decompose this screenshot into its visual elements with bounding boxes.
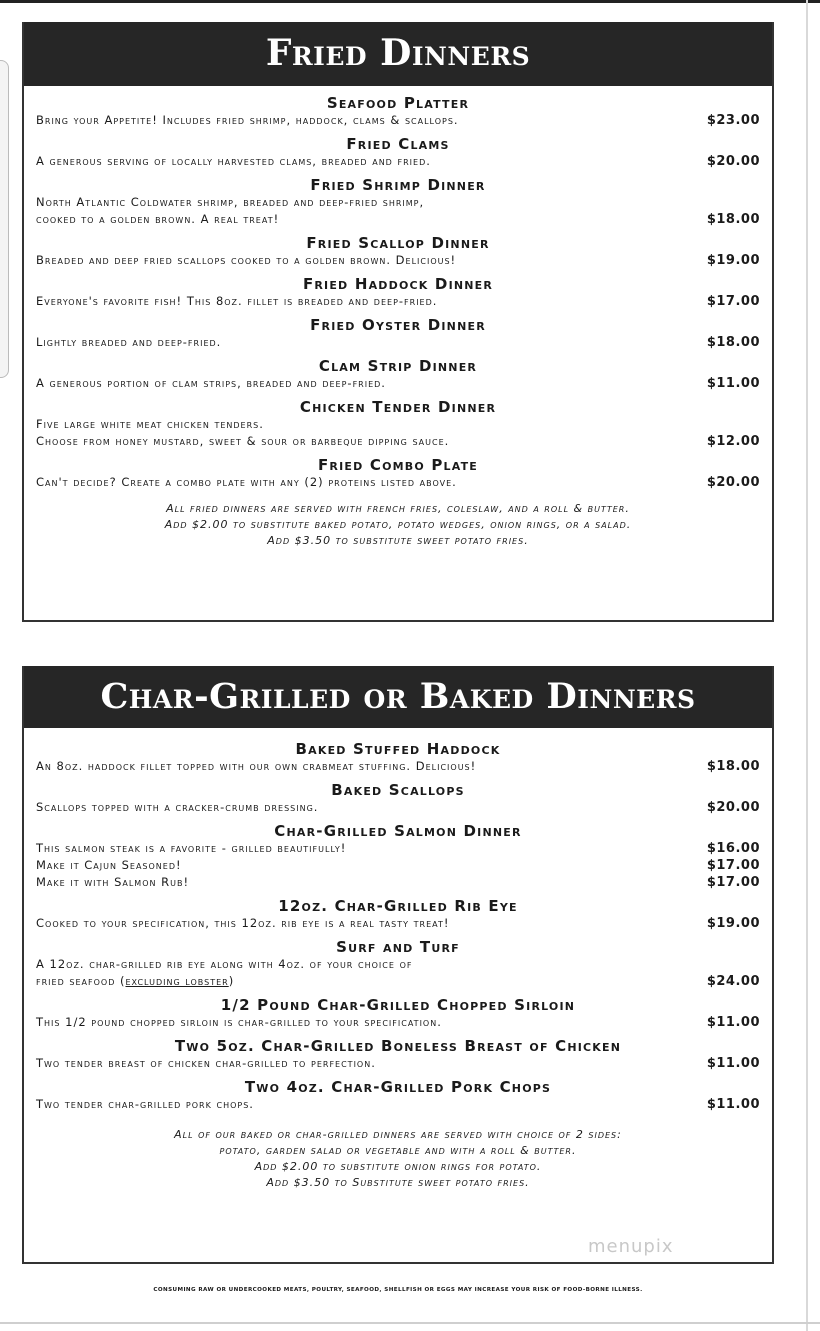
- item-name: Chicken Tender Dinner: [299, 398, 497, 416]
- item-name: Surf and Turf: [336, 938, 460, 956]
- menu-item: [36, 1037, 760, 1072]
- item-price: $20.00: [706, 154, 760, 169]
- menu-item: [36, 357, 760, 392]
- item-description: Two tender char-grilled pork chops.: [36, 1097, 254, 1111]
- menu-item: [36, 135, 760, 170]
- side-tab: [0, 60, 9, 378]
- fried-dinners-section: [22, 22, 774, 622]
- page-edge: [806, 0, 808, 1331]
- item-description: Can't decide? Create a combo plate with any (2) proteins listed above.: [36, 475, 457, 489]
- desc-line: This salmon steak is a favorite - grilled beautifully!: [36, 841, 347, 855]
- desc-line: Make it Cajun Seasoned!: [36, 858, 182, 872]
- menu-item: [36, 398, 760, 450]
- item-name: Clam Strip Dinner: [318, 357, 478, 375]
- item-description: [36, 956, 412, 990]
- item-name: Seafood Platter: [326, 94, 470, 112]
- note-line: potato, garden salad or vegetable and with a roll & butter.: [219, 1144, 577, 1157]
- item-price: $18.00: [706, 335, 760, 350]
- desc-text: fried seafood (: [36, 974, 126, 988]
- item-price: $17.00: [706, 858, 760, 873]
- item-name: Baked Stuffed Haddock: [295, 740, 501, 758]
- item-description: A generous portion of clam strips, breaded and deep-fried.: [36, 376, 386, 390]
- item-price: $11.00: [706, 376, 760, 391]
- desc-line: Choose from honey mustard, sweet & sour or barbeque dipping sauce.: [36, 434, 450, 448]
- desc-line: Five large white meat chicken tenders.: [36, 417, 264, 431]
- menu-item: [36, 94, 760, 129]
- menu-item: [36, 938, 760, 990]
- disclaimer: CONSUMING RAW OR UNDERCOOKED MEATS, POULTRY, SEAFOOD, SHELLFISH OR EGGS MAY INCREASE YOUR RISK OF FOOD-BORNE ILLNESS.: [153, 1287, 643, 1293]
- item-name: Fried Scallop Dinner: [306, 234, 490, 252]
- menu-item: [36, 176, 760, 228]
- menu-item: [36, 740, 760, 775]
- item-name: 12oz. Char-Grilled Rib Eye: [278, 897, 518, 915]
- item-description: [36, 416, 449, 450]
- item-name: Two 5oz. Char-Grilled Boneless Breast of Chicken: [174, 1037, 622, 1055]
- bottom-border: [0, 1322, 820, 1324]
- item-description: A generous serving of locally harvested clams, breaded and fried.: [36, 154, 431, 168]
- item-name: Fried Clams: [346, 135, 450, 153]
- note-line: Add $2.00 to substitute onion rings for potato.: [254, 1160, 542, 1173]
- menu-item: [36, 275, 760, 310]
- item-price: $19.00: [706, 253, 760, 268]
- item-prices: [707, 840, 760, 891]
- desc-line: Make it with Salmon Rub!: [36, 875, 190, 889]
- section-title: Fried Dinners: [24, 22, 772, 86]
- item-price: $11.00: [706, 1097, 760, 1112]
- note-line: Add $2.00 to substitute baked potato, potato wedges, onion rings, or a salad.: [164, 518, 632, 531]
- item-name: Char-Grilled Salmon Dinner: [274, 822, 522, 840]
- item-name: Two 4oz. Char-Grilled Pork Chops: [244, 1078, 552, 1096]
- menu-item: [36, 822, 760, 891]
- item-description: [36, 840, 346, 891]
- item-price: $20.00: [706, 800, 760, 815]
- section-note: [36, 501, 760, 549]
- menu-item: [36, 234, 760, 269]
- menu-item: [36, 897, 760, 932]
- item-price: $18.00: [706, 759, 760, 774]
- item-price: $17.00: [706, 875, 760, 890]
- item-description: Lightly breaded and deep-fried.: [36, 335, 222, 349]
- note-line: All fried dinners are served with french fries, coleslaw, and a roll & butter.: [166, 502, 630, 515]
- menu-item: [36, 456, 760, 491]
- menu-item: [36, 996, 760, 1031]
- item-price: $12.00: [706, 434, 760, 449]
- item-description: Everyone's favorite fish! This 8oz. fillet is breaded and deep-fried.: [36, 294, 438, 308]
- item-name: Fried Combo Plate: [317, 456, 479, 474]
- section-note: [36, 1127, 760, 1191]
- item-description: Cooked to your specification, this 12oz. rib eye is a real tasty treat!: [36, 916, 450, 930]
- desc-line: A 12oz. char-grilled rib eye along with 4oz. of your choice of: [36, 957, 413, 971]
- item-name: Fried Shrimp Dinner: [310, 176, 486, 194]
- desc-underlined: excluding lobster: [125, 974, 229, 988]
- item-description: Two tender breast of chicken char-grilled to perfection.: [36, 1056, 376, 1070]
- desc-line: [36, 973, 412, 990]
- item-name: Baked Scallops: [331, 781, 465, 799]
- item-name: 1/2 Pound Char-Grilled Chopped Sirloin: [220, 996, 576, 1014]
- item-name: Fried Haddock Dinner: [302, 275, 494, 293]
- item-price: $16.00: [706, 841, 760, 856]
- menu-item: [36, 316, 760, 351]
- note-line: Add $3.50 to substitute sweet potato fries.: [267, 534, 529, 547]
- grilled-baked-section: [22, 666, 774, 1264]
- item-description: An 8oz. haddock fillet topped with our own crabmeat stuffing. Delicious!: [36, 759, 477, 773]
- item-price: $24.00: [706, 974, 760, 989]
- item-price: $20.00: [706, 475, 760, 490]
- item-description: Bring your Appetite! Includes fried shrimp, haddock, clams & scallops.: [36, 113, 459, 127]
- top-border: [0, 0, 820, 3]
- item-description: Breaded and deep fried scallops cooked to a golden brown. Delicious!: [36, 253, 457, 267]
- desc-line: North Atlantic Coldwater shrimp, breaded and deep-fried shrimp,: [36, 195, 425, 209]
- item-description: This 1/2 pound chopped sirloin is char-grilled to your specification.: [36, 1015, 442, 1029]
- item-description: Scallops topped with a cracker-crumb dressing.: [36, 800, 319, 814]
- desc-text: ): [228, 974, 235, 988]
- item-price: $11.00: [706, 1056, 760, 1071]
- section-title: Char-Grilled or Baked Dinners: [24, 666, 772, 728]
- item-description: [36, 194, 424, 228]
- item-price: $23.00: [706, 113, 760, 128]
- menu-item: [36, 1078, 760, 1113]
- item-name: Fried Oyster Dinner: [310, 316, 486, 334]
- menu-item: [36, 781, 760, 816]
- note-line: All of our baked or char-grilled dinners are served with choice of 2 sides:: [174, 1128, 622, 1141]
- item-price: $17.00: [706, 294, 760, 309]
- item-price: $19.00: [706, 916, 760, 931]
- note-line: Add $3.50 to Substitute sweet potato fries.: [266, 1176, 530, 1189]
- item-price: $18.00: [706, 212, 760, 227]
- item-price: $11.00: [706, 1015, 760, 1030]
- desc-line: cooked to a golden brown. A real treat!: [36, 212, 280, 226]
- watermark: menupix: [588, 1236, 674, 1257]
